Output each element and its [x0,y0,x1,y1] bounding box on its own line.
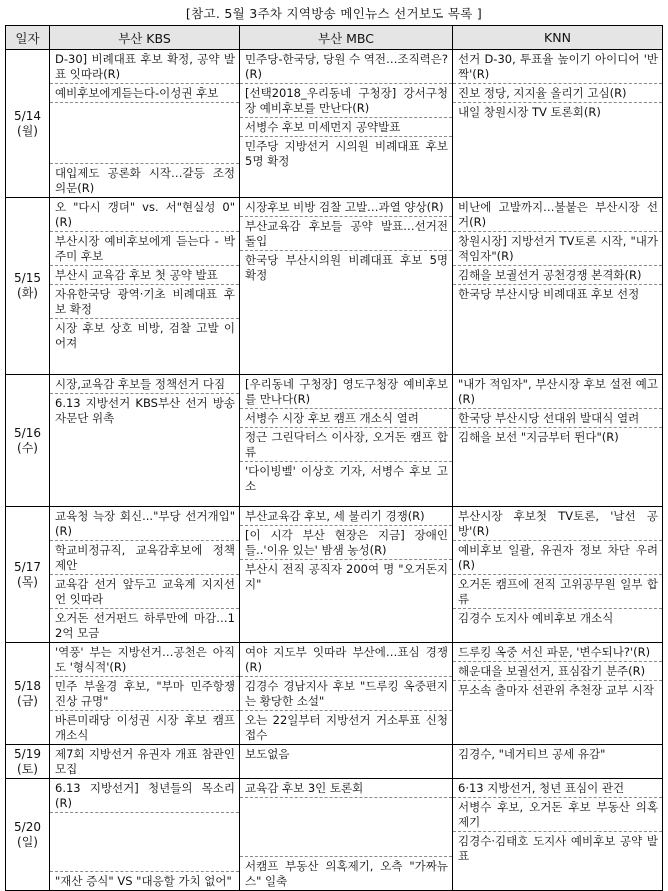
news-item: 서병수 후보 미세먼지 공약발표 [240,118,452,137]
news-item: 부산시 전직 공직자 200여 명 "오거돈지지" [245,562,448,591]
day-row [6,198,663,375]
day-row [6,375,663,507]
news-cell-mbc [240,50,453,198]
date-label: 5/14 [14,108,41,123]
news-cell-mbc [240,507,453,643]
date-cell [6,643,50,745]
news-item: 진보 정당, 지지율 올리기 고심(R) [453,84,662,103]
news-item: 김경수 경남지사 후보 "드루킹 옥중편지는 황당한 소설" [240,677,452,711]
news-item: 부산교육감 후보들 공약 발표…선거전 돌입 [240,217,452,251]
empty-slot [50,813,239,872]
news-item: 비난에 고발까지…불붙은 부산시장 선거(R) [453,198,662,232]
news-item: 시장 후보 상호 비방, 검찰 고발 이어져 [55,321,235,350]
news-item: 대입제도 공론화 시작…갈등 조정 의문(R) [55,166,235,195]
news-cell-knn [453,745,663,779]
date-cell [6,507,50,643]
day-row [6,50,663,198]
news-item: 보도없음 [245,747,290,761]
day-row [6,779,663,891]
day-row [6,745,663,779]
weekday-label: (일) [17,834,38,849]
news-item: "내가 적임자", 부산시장 후보 설전 예고(R) [453,375,662,409]
date-label: 5/20 [14,819,41,834]
news-item: 민주당 지방선거 시의원 비례대표 후보 5명 확정 [245,139,448,168]
day-row [6,643,663,745]
news-cell-kbs [50,643,240,745]
news-item: "재산 증식" VS "대응할 가치 없어" [55,874,232,888]
news-cell-kbs [50,375,240,507]
news-item: '다이빙벨' 이상호 기자, 서병수 후보 고소 [245,464,448,493]
weekday-label: (금) [17,693,38,708]
date-label: 5/18 [14,678,41,693]
news-item: 예비후보 일괄, 유권자 정보 차단 우려(R) [453,541,662,575]
news-item: 민주당-한국당, 당원 수 역전…조직력은?(R) [240,50,452,84]
date-cell [6,745,50,779]
news-item: 한국당 부산시당 선대위 발대식 열려 [453,409,662,428]
news-item: 자유한국당 광역·기초 비례대표 후보 확정 [50,285,239,319]
news-item: 부산시장 후보첫 TV토론, '날선 공방'(R) [453,507,662,541]
news-item: 학교비정규직, 교육감후보에 정책 제안 [50,541,239,575]
news-item: 내일 창원시장 TV 토론회(R) [458,105,601,119]
news-item: '역풍' 부는 지방선거…공천은 아직도 '형식적'(R) [50,643,239,677]
news-item: [이 시각 부산 현장은 지금] 장애인들..'이유 있는' 밤샘 농성(R) [240,526,452,560]
news-cell-knn [453,198,663,375]
news-item: 6.13 지방선거 KBS부산 선거 방송자문단 위촉 [55,396,235,425]
header-date: 일자 [6,26,50,50]
news-item: 민주 부울경 후보, "부마 민주항쟁 진상 규명" [50,677,239,711]
news-cell-mbc [240,779,453,891]
news-item: 시장후보 비방 검찰 고발…과열 양상(R) [240,198,452,217]
news-cell-knn [453,375,663,507]
news-item: 드루킹 옥중 서신 파문, '변수되나?'(R) [453,643,662,662]
news-item: 김경수, "네거티브 공세 유감" [458,747,606,761]
date-label: 5/16 [14,425,41,440]
news-item: [선택2018_우리동네 구청장] 강서구청장 예비후보를 만난다(R) [240,84,452,118]
news-cell-knn [453,643,663,745]
news-item: 정근 그린닥터스 이사장, 오거돈 캠프 합류 [240,428,452,462]
news-item: 김해을 보선 "지금부터 뛴다"(R) [458,430,619,444]
news-item: 김경수·김태호 도지사 예비후보 공약 발표 [458,834,658,863]
header-row [6,26,663,50]
weekday-label: (목) [17,574,38,589]
news-item: 한국당 부산시의원 비례대표 후보 5명 확정 [245,253,448,282]
news-item: 김경수 도지사 예비후보 개소식 [458,611,614,625]
news-item: 시장,교육감 후보들 정책선거 다짐 [50,375,239,394]
news-cell-kbs [50,507,240,643]
news-item: 6.13 지방선거] 청년들의 목소리(R) [50,779,239,813]
news-item: 부산시 교육감 후보 첫 공약 발표 [50,266,239,285]
news-item: 여야 지도부 잇따라 부산에…표심 경쟁(R) [240,643,452,677]
empty-slot [50,103,239,164]
date-label: 5/19 [14,746,41,761]
header-knn: KNN [453,26,663,50]
news-item: 교육감 선거 앞두고 교육계 지지선언 잇따라 [50,575,239,609]
news-item: 서병수 후보, 오거돈 후보 부동산 의혹 제기 [453,798,662,832]
news-item: 6·13 지방선거, 청년 표심이 관건 [453,779,662,798]
date-cell [6,375,50,507]
date-cell [6,198,50,375]
news-item: 김해을 보궐선거 공천경쟁 본격화(R) [453,266,662,285]
news-cell-knn [453,50,663,198]
news-item: D-30] 비례대표 후보 확정, 공약 발표 잇따라(R) [50,50,239,84]
weekday-label: (월) [17,123,38,138]
news-cell-mbc [240,643,453,745]
day-row [6,507,663,643]
date-label: 5/17 [14,559,41,574]
news-item: [우리동네 구청장] 영도구청장 예비후보를 만나다(R) [240,375,452,409]
news-cell-knn [453,779,663,891]
news-item: 부산시장 예비후보에게 듣는다 - 박주미 후보 [50,232,239,266]
header-busan-mbc: 부산 MBC [240,26,453,50]
date-cell [6,50,50,198]
news-item: 교육청 늑장 회신..."부당 선거개입"(R) [50,507,239,541]
weekday-label: (토) [17,761,38,776]
news-item: 오거돈 선거펀드 하루만에 마감…12억 모금 [55,611,235,640]
news-cell-kbs [50,779,240,891]
news-item: 창원시장] 지방선거 TV토론 시작, "내가 적임자"(R) [453,232,662,266]
news-cell-mbc [240,198,453,375]
news-cell-mbc [240,375,453,507]
document-title: [참고. 5월 3주차 지역방송 메인뉴스 선거보도 목록 ] [185,6,483,21]
news-item: 오는 22일부터 지방선거 거소투표 신청 접수 [245,713,448,742]
news-cell-knn [453,507,663,643]
election-news-table [5,25,663,891]
news-cell-mbc [240,745,453,779]
news-item: 부산교육감 후보, 세 불리기 경쟁(R) [240,507,452,526]
weekday-label: (화) [17,286,38,300]
news-item: 서캠프 부동산 의혹제기, 오측 "가짜뉴스" 일축 [245,859,448,888]
news-item: 무소속 출마자 선관위 추천장 교부 시작 [458,683,655,697]
news-cell-kbs [50,50,240,198]
empty-slot [240,798,452,857]
news-item: 해운대을 보궐선거, 표심잡기 분주(R) [453,662,662,681]
news-cell-kbs [50,745,240,779]
date-cell [6,779,50,891]
news-item: 제7회 지방선거 유권자 개표 참관인 모집 [55,747,235,776]
date-label: 5/15 [14,271,41,285]
news-item: 오 "다시 갱뎌" vs. 서"현실성 0"(R) [50,198,239,232]
news-item: 서병수 시장 후보 캠프 개소식 열려 [240,409,452,428]
news-item: 교육감 후보 3인 토론회 [240,779,452,798]
news-item: 예비후보에게듣는다-이성권 후보 [50,84,239,103]
header-busan-kbs: 부산 KBS [50,26,240,50]
weekday-label: (수) [17,440,38,455]
news-cell-kbs [50,198,240,375]
news-item: 한국당 부산시당 비례대표 후보 선정 [458,287,640,301]
news-item: 바른미래당 이성권 시장 후보 캠프 개소식 [55,713,235,742]
news-item: 오거돈 캠프에 전직 고위공무원 일부 합류 [453,575,662,609]
news-item: 선거 D-30, 투표율 높이기 아이디어 '반짝'(R) [453,50,662,84]
